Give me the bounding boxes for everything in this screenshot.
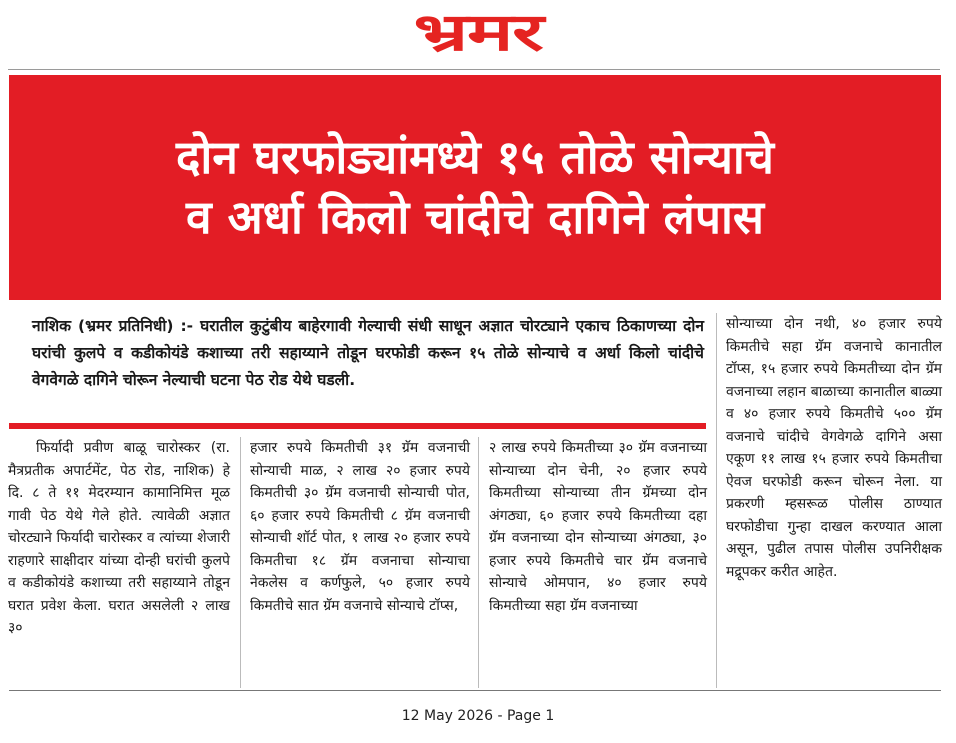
lead-paragraph: [32, 313, 704, 394]
article-column-4: [726, 313, 942, 583]
lead-separator-bar: [9, 423, 706, 429]
column-divider: [716, 313, 717, 688]
article-column-1: [8, 437, 230, 640]
column-text: २ लाख रुपये किमतीच्या ३० ग्रॅम वजनाच्या सोन्याच्या दोन चेनी, २० हजार रुपये किमतीच्या सोन्याच्या तीन ग्रॅमच्या दोन अंगठ्या, ६० हजार रुपये किमतीच्या दहा ग्रॅम वजनाच्या दोन सोन्याच्या अंगठ्या, ३० हजार रुपये किमतीचे चार ग्रॅम वजनाचे सोन्याचे ओमपान, ४० हजार रुपये किमतीच्या सहा ग्रॅम वजनाच्या: [489, 440, 707, 614]
masthead-logo: [0, 0, 956, 66]
dateline: नाशिक (भ्रमर प्रतिनिधी) :-: [32, 317, 194, 335]
column-divider: [240, 437, 241, 688]
headline-line-2: व अर्धा किलो चांदीचे दागिने लंपास: [185, 189, 765, 244]
column-text: सोन्याच्या दोन नथी, ४० हजार रुपये किमतीचे सहा ग्रॅम वजनाचे कानातील टॉप्स, १५ हजार रुपये किमतीच्या दोन ग्रॅम वजनाच्या लहान बाळाच्या कानातील बाळ्या व ४० हजार रुपये किमतीचे ५०० ग्रॅम वजनाचे चांदीचे वेगवेगळे दागिने असा एकूण ११ लाख १५ हजार रुपये किमतीचा ऐवज घरफोडी करून चोरून नेला. या प्रकरणी म्हसरूळ पोलीस ठाण्यात घरफोडीचा गुन्हा दाखल करण्यात आला असून, पुढील तपास पोलीस उपनिरीक्षक मद्रूपकर करीत आहेत.: [726, 316, 942, 580]
article-column-3: [489, 437, 707, 617]
page-footer: 12 May 2026 - Page 1: [401, 708, 555, 724]
column-divider: [478, 437, 479, 688]
masthead-title: भ्रमर: [413, 3, 543, 63]
lead-text: घरातील कुटुंबीय बाहेरगावी गेल्याची संधी साधून अज्ञात चोरट्याने एकाच ठिकाणच्या दोन घरांची कुलपे व कडीकोयंडे कशाच्या तरी सहाय्याने तोडून घरफोडी करून १५ तोळे सोन्याचे व अर्धा किलो चांदीचे वेगवेगळे दागिने चोरून नेल्याची घटना पेठ रोड येथे घडली.: [32, 317, 704, 389]
column-text: फिर्यादी प्रवीण बाळू चारोस्कर (रा. मैत्रप्रतीक अपार्टमेंट, पेठ रोड, नाशिक) हे दि. ८ ते ११ मेदरम्यान कामानिमित्त मूळ गावी पेठ येथे गेले होते. त्यावेळी अज्ञात चोरट्याने फिर्यादी चारोस्कर व त्यांच्या शेजारी राहणारे साक्षीदार यांच्या दोन्ही घरांची कुलपे व कडीकोयंडे कशाच्या तरी सहाय्याने तोडून घरात प्रवेश केला. घरात असलेली २ लाख ३०: [8, 440, 230, 636]
masthead-divider: [8, 69, 940, 70]
headline-line-1: दोन घरफोड्यांमध्ये १५ तोळे सोन्याचे: [175, 129, 775, 184]
footer-divider: [9, 690, 941, 691]
article-column-2: [250, 437, 470, 617]
column-text: हजार रुपये किमतीची ३१ ग्रॅम वजनाची सोन्याची माळ, २ लाख २० हजार रुपये किमतीची ३० ग्रॅम वजनाची सोन्याची पोत, ६० हजार रुपये किमतीची ८ ग्रॅम वजनाची सोन्याची शॉर्ट पोत, १ लाख २० हजार रुपये किमतीचा १८ ग्रॅम वजनाचा सोन्याचा नेकलेस व कर्णफुले, ५० हजार रुपये किमतीचे सात ग्रॅम वजनाचे सोन्याचे टॉप्स,: [250, 440, 470, 614]
headline-banner: [9, 75, 941, 300]
